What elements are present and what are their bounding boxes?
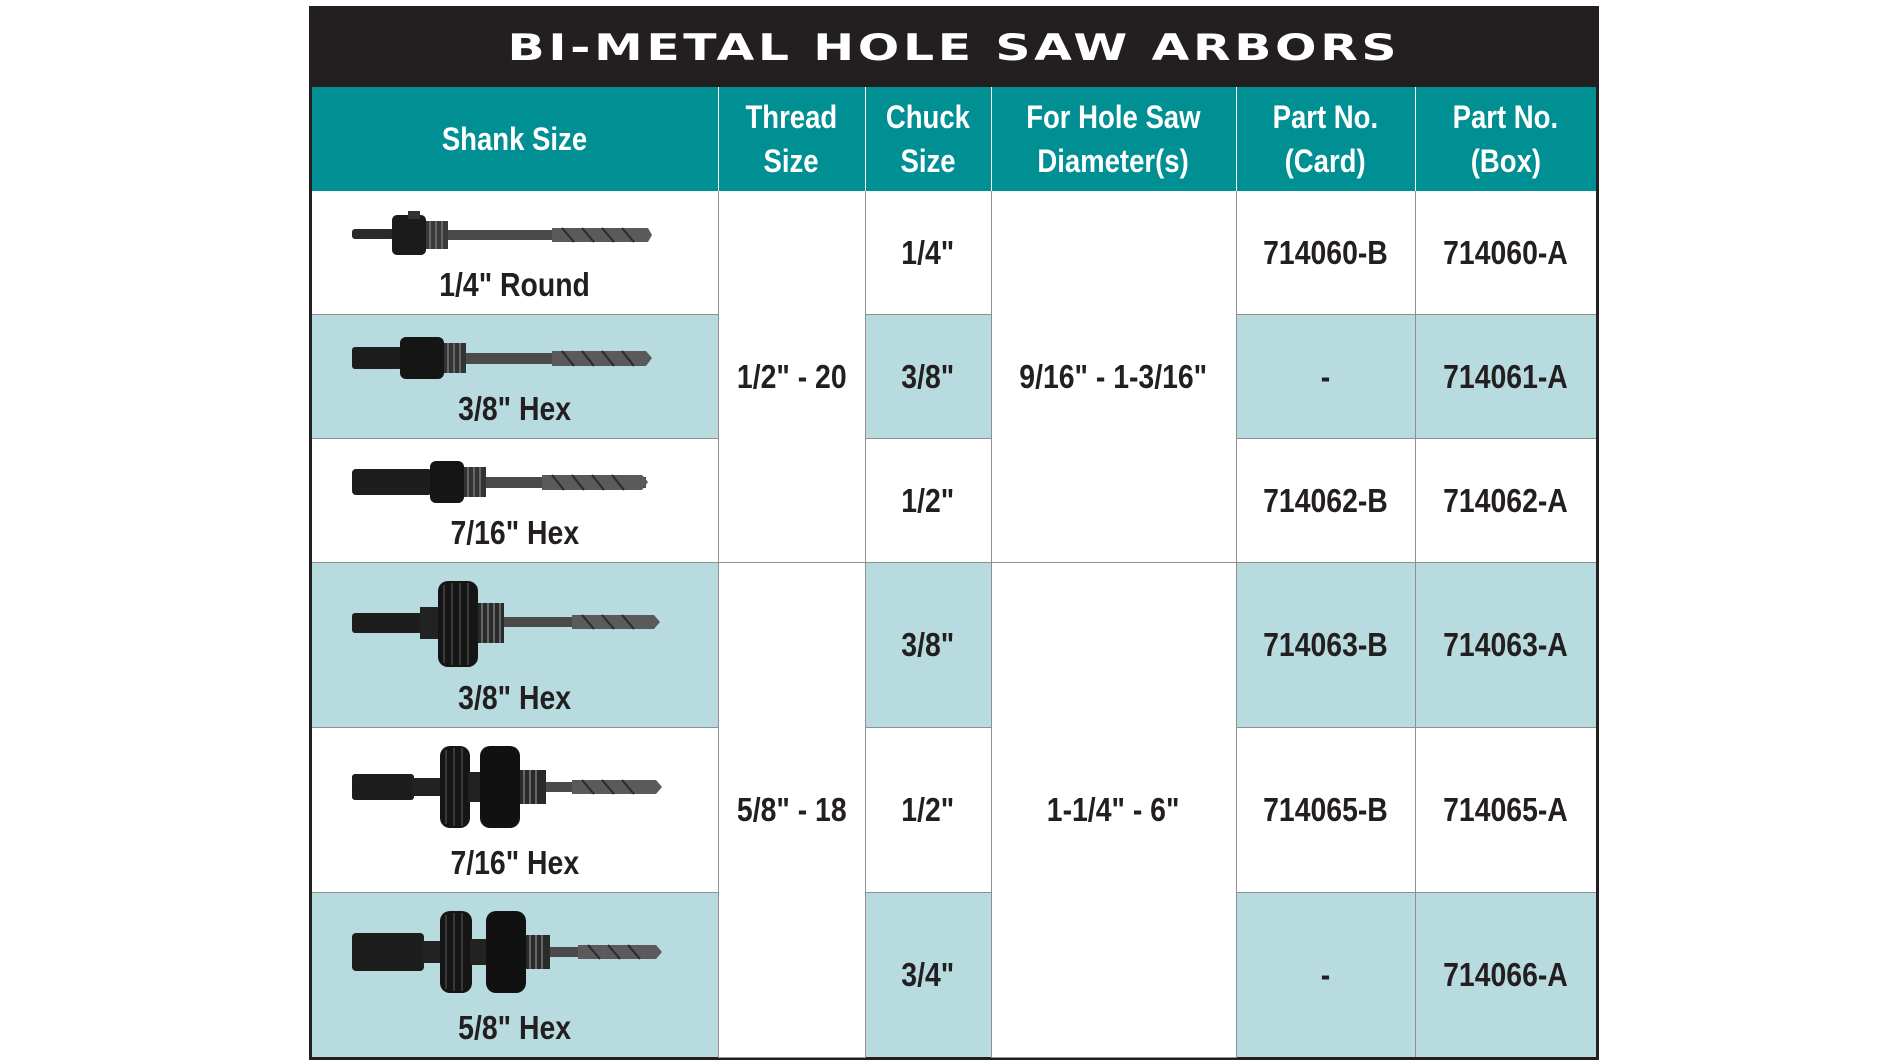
- header-hole-saw-diameter: For Hole Saw Diameter(s): [991, 87, 1236, 191]
- header-part-no-box: Part No. (Box): [1415, 87, 1596, 191]
- header-row: [312, 87, 1596, 191]
- shank-label: 3/8" Hex: [458, 679, 572, 716]
- table-title: BI-METAL HOLE SAW ARBORS: [507, 26, 1401, 70]
- arbor-large-hex-double-image: [352, 903, 682, 1003]
- part-no-card-cell: -: [1236, 315, 1415, 439]
- diameter-cell: 9/16" - 1-3/16": [991, 191, 1236, 563]
- thread-size-cell: 1/2" - 20: [718, 191, 865, 563]
- part-no-box-cell: 714061-A: [1415, 315, 1596, 439]
- thread-size-cell: 5/8" - 18: [718, 563, 865, 1058]
- table-title-bar: [312, 9, 1596, 87]
- header-thread-size: Thread Size: [718, 87, 865, 191]
- shank-label: 5/8" Hex: [458, 1009, 572, 1046]
- shank-cell: [312, 893, 718, 1058]
- arbor-table-frame: [309, 6, 1599, 1060]
- chuck-size-cell: 3/8": [865, 315, 991, 439]
- part-no-card-cell: 714065-B: [1236, 728, 1415, 893]
- part-no-card-cell: 714060-B: [1236, 191, 1415, 315]
- chuck-size-cell: 3/4": [865, 893, 991, 1058]
- header-shank-size: Shank Size: [312, 87, 718, 191]
- table-row: [312, 728, 1596, 893]
- table-row: [312, 439, 1596, 563]
- shank-label: 1/4" Round: [439, 266, 591, 303]
- table-row: [312, 893, 1596, 1058]
- shank-cell: [312, 563, 718, 728]
- shank-cell: [312, 439, 718, 563]
- part-no-card-cell: 714063-B: [1236, 563, 1415, 728]
- shank-cell: [312, 315, 718, 439]
- header-chuck-size: Chuck Size: [865, 87, 991, 191]
- shank-label: 3/8" Hex: [458, 390, 572, 427]
- part-no-box-cell: 714066-A: [1415, 893, 1596, 1058]
- chuck-size-cell: 1/4": [865, 191, 991, 315]
- arbor-small-round-image: [352, 201, 682, 271]
- header-part-no-card: Part No. (Card): [1236, 87, 1415, 191]
- table-row: [312, 563, 1596, 728]
- part-no-box-cell: 714063-A: [1415, 563, 1596, 728]
- arbor-small-hex-image: [352, 449, 682, 519]
- arbor-small-hex-image: [352, 325, 682, 395]
- part-no-card-cell: 714062-B: [1236, 439, 1415, 563]
- shank-cell: [312, 191, 718, 315]
- diameter-cell: 1-1/4" - 6": [991, 563, 1236, 1058]
- chuck-size-cell: 1/2": [865, 728, 991, 893]
- part-no-box-cell: 714062-A: [1415, 439, 1596, 563]
- table-row: [312, 315, 1596, 439]
- part-no-box-cell: 714060-A: [1415, 191, 1596, 315]
- arbor-large-hex-double-image: [352, 738, 682, 838]
- part-no-box-cell: 714065-A: [1415, 728, 1596, 893]
- shank-cell: [312, 728, 718, 893]
- arbor-large-hex-image: [352, 573, 682, 673]
- table-row: [312, 191, 1596, 315]
- shank-label: 7/16" Hex: [450, 844, 580, 881]
- shank-label: 7/16" Hex: [450, 514, 580, 551]
- chuck-size-cell: 3/8": [865, 563, 991, 728]
- arbor-table: [312, 87, 1596, 1058]
- part-no-card-cell: -: [1236, 893, 1415, 1058]
- chuck-size-cell: 1/2": [865, 439, 991, 563]
